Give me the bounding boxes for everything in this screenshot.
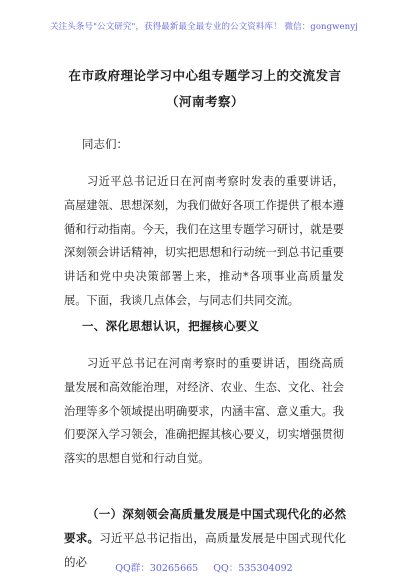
- section-heading-1: 一、深化思想认识，把握核心要义: [82, 319, 259, 333]
- subsection-heading-text: （一）深刻领会高质量发展是中国式现代化的必然要求。: [64, 507, 346, 545]
- footer-qq-group: QQ群：30265665: [115, 563, 199, 574]
- document-title: 在市政府理论学习中心组专题学习上的交流发言（河南考察）: [68, 68, 342, 109]
- salutation: 同志们：: [82, 137, 128, 151]
- footer-qq: QQ：535304092: [213, 563, 293, 574]
- page-footer: [0, 560, 408, 574]
- paragraph-subsection-start: 习近平总书记指出，高质量发展是中国式现代化的必: [64, 531, 347, 569]
- page-header-banner: 关注头条号"公文研究"，获得最新最全最专业的公文资料库！ 微信：gongwenyj: [50, 22, 358, 32]
- paragraph-intro: 习近平总书记近日在河南考察时发表的重要讲话，高屋建瓴、思想深刻，为我们做好各项工作提供了根本遵循和行动指南。今天，我们在这里专题学习研讨，就是要深刻领会讲话精神，切实把思想和行动统一到总书记重要讲话和党中央决策部署上来，推动*各项事业高质量发展。下面，我谈几点体会，与同志们共同交流。: [64, 175, 344, 307]
- paragraph-section-1: 习近平总书记在河南考察时的重要讲话，围绕高质量发展和高效能治理，对经济、农业、生态、文化、社会治理等多个领域提出明确要求，内涵丰富、意义重大。我们要深入学习领会，准确把握其核心要义，切实增强贯彻落实的思想自觉和行动自觉。: [64, 357, 344, 466]
